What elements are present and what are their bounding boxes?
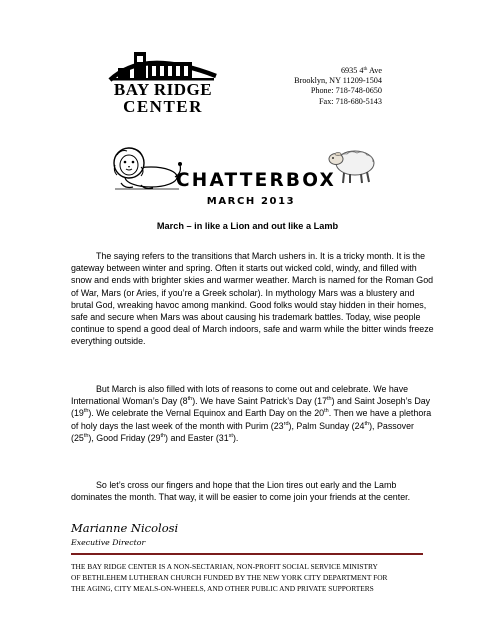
phone-line: Phone: 718-748-0650 [310, 86, 382, 96]
footer-divider [71, 553, 423, 555]
paragraph-1: The saying refers to the transitions that March ushers in. It is a tricky month. It is the gateway between winter and spring. Often it starts out wicked cold, windy, and filled with snow and ends with brighter skies and warmer weather. March is named for the Roman God of War, Mars (or Aries, if you’re a Greek scholar). In mythology Mars was a blustery and brutal God, wreaking havoc among mankind. Good folks would stay hidden in their homes, safe and secure when Mars was about causing his trademark battles. Today, wise people continue to spend a good deal of March indoors, safe and warm while the bitter winds freeze everything outside. [71, 251, 434, 347]
logo-text-bay-ridge: BAY RIDGE [113, 80, 213, 99]
fax-line: Fax: 718-680-5143 [319, 96, 382, 106]
paragraph-2: But March is also filled with lots of reasons to come out and celebrate. We have International Woman’s Day (8th). We have Saint Patrick’s Day (17th) and Saint Joseph’s Day (19th). We celebrate the Vernal Equinox and Earth Day on the 20th. Then we have a plethora of holy days the last week of the month with Purim (23rd), Palm Sunday (24th), Passover (25th), Good Friday (29th) and Easter (31st). [71, 384, 432, 443]
street-address: 6935 4th Ave [340, 66, 382, 75]
newsletter-title: CHATTERBOX [176, 170, 336, 191]
article-headline: March – in like a Lion and out like a Lamb [156, 221, 339, 231]
issue-month: MARCH 2013 [206, 196, 296, 207]
paragraph-3: So let’s cross our fingers and hope that the Lion tires out early and the Lamb dominates the month. That way, it will be easier to come join your friends at the center. [71, 480, 411, 503]
logo-text-center: CENTER [123, 97, 203, 116]
address-block [294, 66, 382, 107]
city-line: Brooklyn, NY 11209-1504 [294, 76, 382, 86]
footer-line-3: THE AGING, CITY MEALS-ON-WHEELS, AND OTHER PUBLIC AND PRIVATE SUPPORTERS [71, 584, 374, 593]
signature-name: Marianne Nicolosi [71, 521, 179, 535]
footer-line-2: OF BETHLEHEM LUTHERAN CHURCH FUNDED BY THE NEW YORK CITY DEPARTMENT FOR [71, 573, 388, 582]
footer-text [71, 561, 426, 594]
footer-line-1: THE BAY RIDGE CENTER IS A NON-SECTARIAN, NON-PROFIT SOCIAL SERVICE MINISTRY [71, 562, 378, 571]
lion-icon [111, 143, 183, 193]
signature-role: Executive Director [71, 538, 146, 547]
